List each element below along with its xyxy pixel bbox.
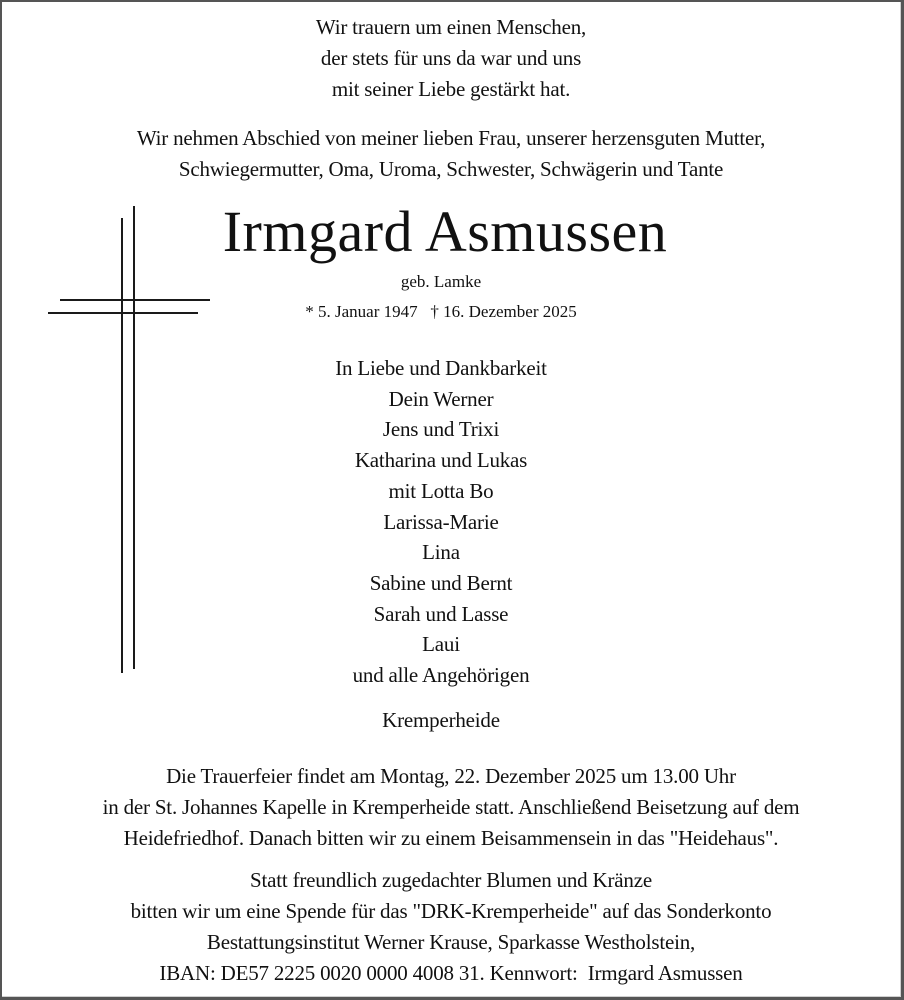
mourner-line: Jens und Trixi [382,417,500,442]
intro-poem [2,12,900,105]
mourner-line: In Liebe und Dankbarkeit [335,356,547,380]
intro-poem-line: der stets für uns da war und uns [320,46,582,70]
service-details [2,761,900,854]
life-dates: * 5. Januar 1947 † 16. Dezember 2025 [305,302,577,321]
mourner-line: Laui [422,632,460,657]
mourner-line: Lina [422,540,460,565]
donation-line: Bestattungsinstitut Werner Krause, Sparkasse Westholstein, [206,930,696,954]
farewell-line: Schwiegermutter, Oma, Uroma, Schwester, Schwägerin und Tante [178,157,724,181]
mourner-line: Larissa-Marie [383,509,499,534]
service-line: in der St. Johannes Kapelle in Kremperheide statt. Anschließend Beisetzung auf dem [102,795,800,819]
deceased-name: Irmgard Asmussen [222,199,668,264]
donation-request [2,865,900,989]
intro-poem-line: mit seiner Liebe gestärkt hat. [331,77,571,101]
mourner-line: und alle Angehörigen [352,663,530,688]
mourners-list [0,353,890,691]
obituary-card [2,2,901,997]
service-line: Die Trauerfeier findet am Montag, 22. Dezember 2025 um 13.00 Uhr [166,764,736,788]
intro-poem-line: Wir trauern um einen Menschen, [315,15,587,39]
mourner-line: Dein Werner [388,386,494,411]
farewell-text [2,123,900,185]
donation-line: IBAN: DE57 2225 0020 0000 4008 31. Kennwort: Irmgard Asmussen [159,961,743,985]
maiden-name: geb. Lamke [400,272,482,291]
donation-line: Statt freundlich zugedachter Blumen und Kränze [250,868,652,892]
mourner-line: Sarah und Lasse [373,601,509,626]
mourner-line: mit Lotta Bo [388,478,494,503]
mourner-line: Sabine und Bernt [369,570,513,595]
service-line: Heidefriedhof. Danach bitten wir zu einem Beisammensein in das "Heidehaus". [123,826,779,850]
mourner-line: Katharina und Lukas [354,448,528,473]
farewell-line: Wir nehmen Abschied von meiner lieben Frau, unserer herzensguten Mutter, [136,126,766,150]
donation-line: bitten wir um eine Spende für das "DRK-Kremperheide" auf das Sonderkonto [130,899,772,923]
location: Kremperheide [382,708,500,732]
